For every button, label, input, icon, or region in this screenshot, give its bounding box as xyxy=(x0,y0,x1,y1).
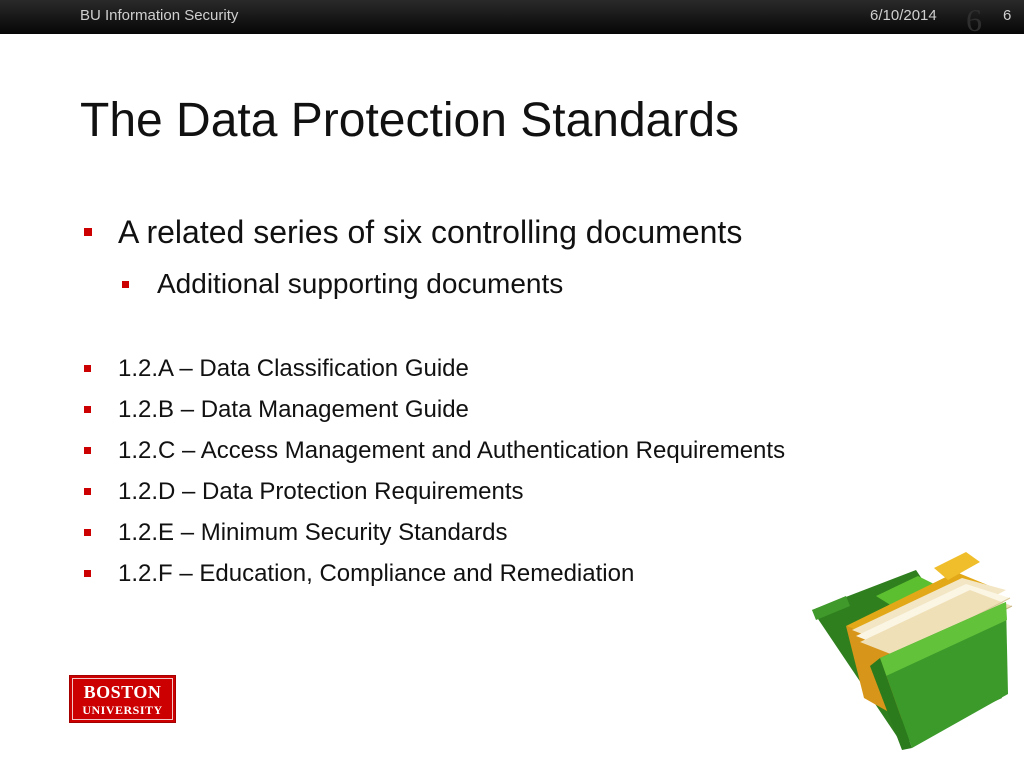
logo-line-1: BOSTON xyxy=(83,682,162,702)
header-date: 6/10/2014 xyxy=(870,7,937,24)
standard-item-text: 1.2.C – Access Management and Authentication Requirements xyxy=(118,437,786,464)
bullet-marker xyxy=(84,406,91,413)
bullet-marker xyxy=(84,365,91,372)
boston-university-logo xyxy=(69,675,176,723)
bullet-marker xyxy=(84,488,91,495)
standard-item-b xyxy=(118,396,469,424)
bullet-marker xyxy=(84,529,91,536)
sub-bullet-text: Additional supporting documents xyxy=(157,268,564,299)
main-bullet-text: A related series of six controlling documents xyxy=(118,214,743,250)
standard-item-text: 1.2.D – Data Protection Requirements xyxy=(118,478,524,505)
standard-item-text: 1.2.A – Data Classification Guide xyxy=(118,355,469,382)
bullet-marker xyxy=(84,570,91,577)
folder-icon xyxy=(806,548,1016,763)
logo-line-2: UNIVERSITY xyxy=(82,703,163,717)
standard-item-a xyxy=(118,355,469,383)
bullet-marker xyxy=(84,447,91,454)
bullet-marker xyxy=(122,281,129,288)
standard-item-f xyxy=(118,560,634,588)
standard-item-e xyxy=(118,519,508,547)
standard-item-c xyxy=(118,437,785,465)
main-bullet xyxy=(118,214,742,251)
header-big-page-number: 6 xyxy=(966,2,982,38)
slide-title: The Data Protection Standards xyxy=(80,94,740,147)
standard-item-text: 1.2.E – Minimum Security Standards xyxy=(118,519,508,546)
header-org: BU Information Security xyxy=(80,7,239,24)
header-page-number: 6 xyxy=(1003,7,1012,24)
header-bar xyxy=(0,0,1024,38)
standard-item-d xyxy=(118,478,524,506)
bullet-marker xyxy=(84,228,92,236)
sub-bullet xyxy=(157,268,563,300)
standard-item-text: 1.2.F – Education, Compliance and Remediation xyxy=(118,560,635,587)
standard-item-text: 1.2.B – Data Management Guide xyxy=(118,396,469,423)
